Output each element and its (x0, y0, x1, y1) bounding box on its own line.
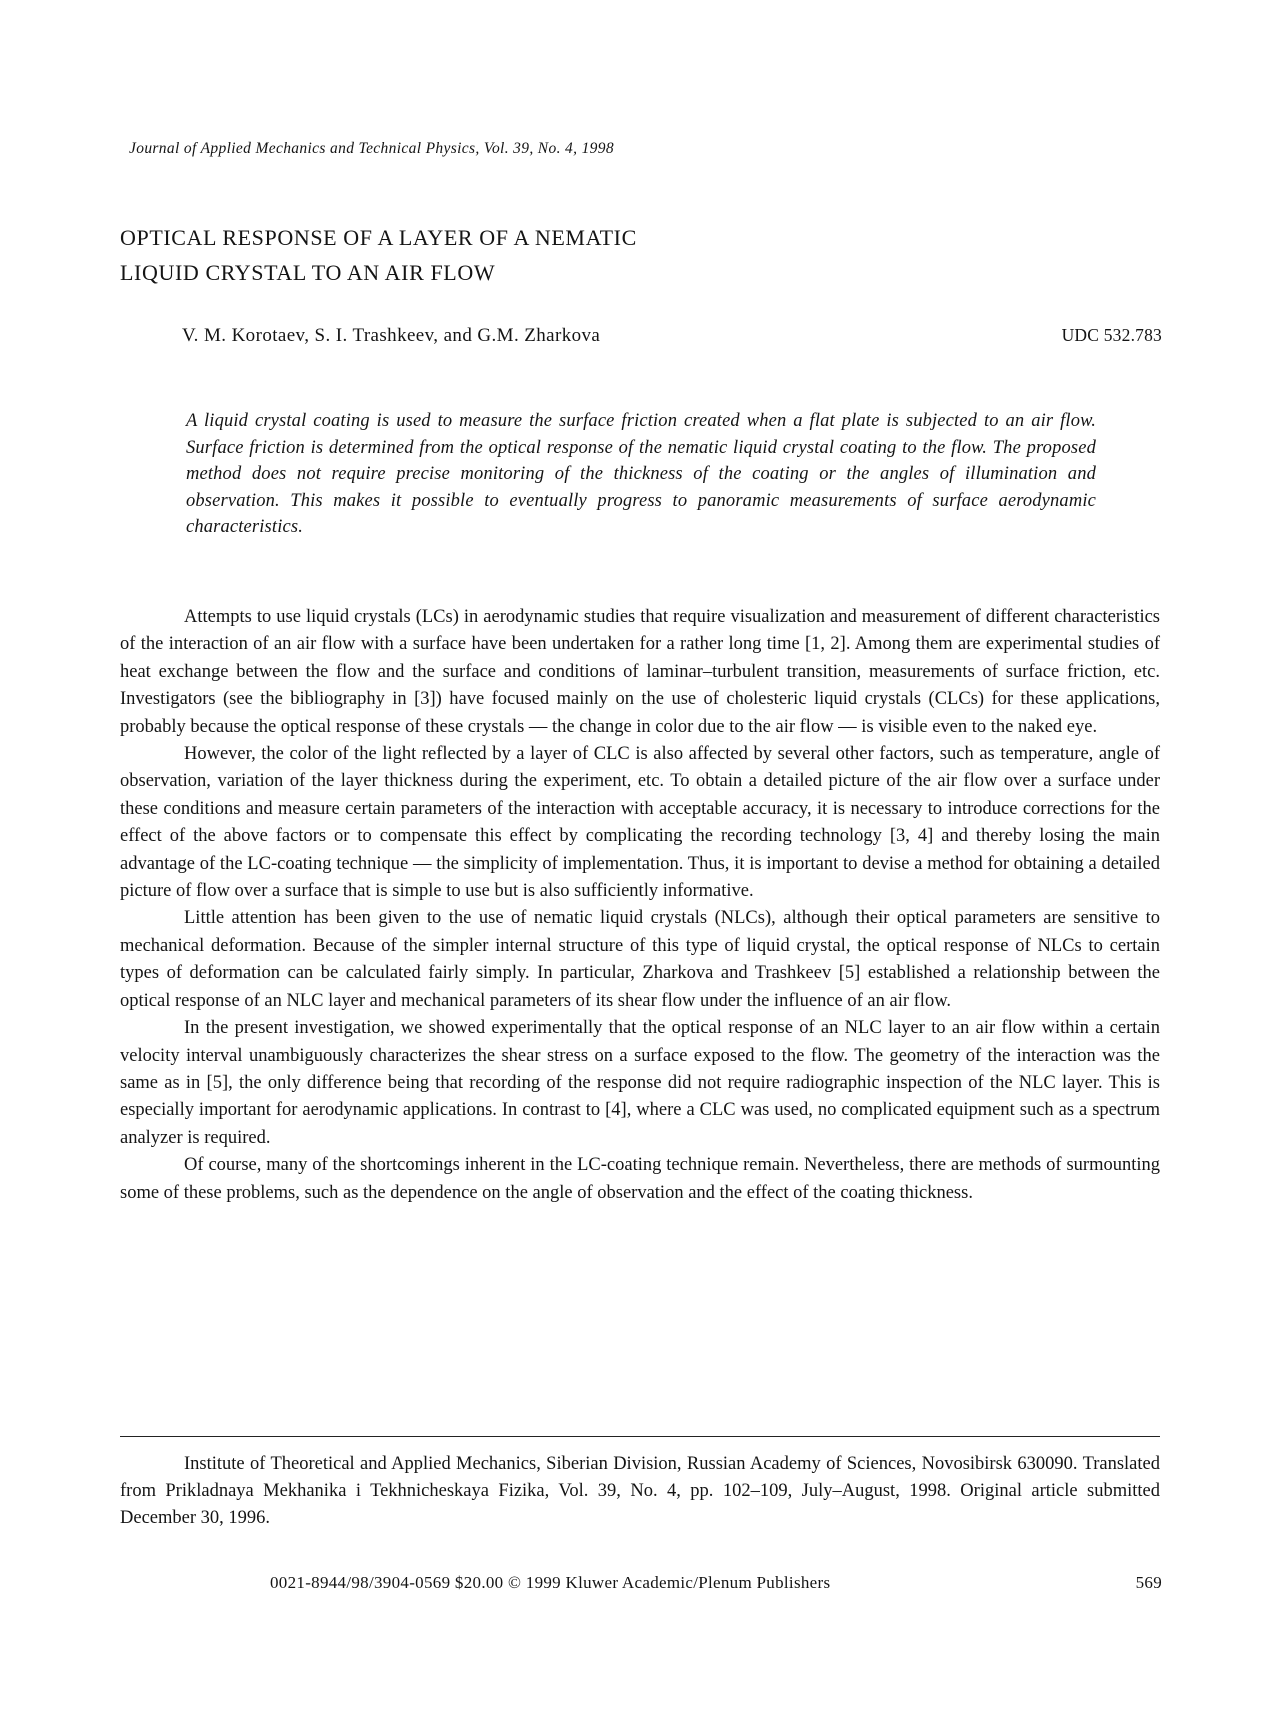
copyright-line: 0021-8944/98/3904-0569 $20.00 © 1999 Kluwer Academic/Plenum Publishers (270, 1573, 831, 1592)
article-title (120, 220, 920, 290)
footnote: Institute of Theoretical and Applied Mechanics, Siberian Division, Russian Academy of Sciences, Novosibirsk 630090. Translated from Prikladnaya Mekhanika i Tekhnicheskaya Fizika, Vol. 39, No. 4, pp. 102–109, July–August, 1998. Original article submitted December 30, 1996. (120, 1454, 1160, 1528)
udc-code: UDC 532.783 (1061, 325, 1162, 345)
abstract: A liquid crystal coating is used to measure the surface friction created when a flat plate is subjected to an air flow. Surface friction is determined from the optical response of the nematic liquid crystal coating to the flow. The proposed method does not require precise monitoring of the thickness of the coating or the angles of illumination and observation. This makes it possible to eventually progress to panoramic measurements of surface aerodynamic characteristics. (186, 411, 1096, 537)
journal-header: Journal of Applied Mechanics and Technical Physics, Vol. 39, No. 4, 1998 (129, 140, 614, 157)
footnote-divider (120, 1436, 1160, 1437)
title-line-1: OPTICAL RESPONSE OF A LAYER OF A NEMATIC (120, 225, 637, 250)
paragraph-4: In the present investigation, we showed experimentally that the optical response of an NLC layer to an air flow within a certain velocity interval unambiguously characterizes the shear stress on a surface exposed to the flow. The geometry of the interaction was the same as in [5], the only difference being that recording of the response did not require radiographic inspection of the NLC layer. This is especially important for aerodynamic applications. In contrast to [4], where a CLC was used, no complicated equipment such as a spectrum analyzer is required. (120, 1018, 1160, 1148)
paragraph-1: Attempts to use liquid crystals (LCs) in aerodynamic studies that require visualization and measurement of different characteristics of the interaction of an air flow with a surface have been undertaken for a rather long time [1, 2]. Among them are experimental studies of heat exchange between the flow and the surface and conditions of laminar–turbulent transition, measurements of surface friction, etc. Investigators (see the bibliography in [3]) have focused mainly on the use of cholesteric liquid crystals (CLCs) for these applications, probably because the optical response of these crystals — the change in color due to the air flow — is visible even to the naked eye. (120, 607, 1160, 737)
paragraph-3: Little attention has been given to the use of nematic liquid crystals (NLCs), although their optical parameters are sensitive to mechanical deformation. Because of the simpler internal structure of this type of liquid crystal, the optical response of NLCs to certain types of deformation can be calculated fairly simply. In particular, Zharkova and Trashkeev [5] established a relationship between the optical response of an NLC layer and mechanical parameters of its shear flow under the influence of an air flow. (120, 908, 1160, 1011)
title-line-2: LIQUID CRYSTAL TO AN AIR FLOW (120, 260, 496, 285)
paragraph-2: However, the color of the light reflected by a layer of CLC is also affected by several other factors, such as temperature, angle of observation, variation of the layer thickness during the experiment, etc. To obtain a detailed picture of the air flow over a surface under these conditions and measure certain parameters of the interaction with acceptable accuracy, it is necessary to introduce corrections for the effect of the above factors or to compensate this effect by complicating the recording technology [3, 4] and thereby losing the main advantage of the LC-coating technique — the simplicity of implementation. Thus, it is important to devise a method for obtaining a detailed picture of flow over a surface that is simple to use but is also sufficiently informative. (120, 744, 1160, 902)
paragraph-5: Of course, many of the shortcomings inherent in the LC-coating technique remain. Nevertheless, there are methods of surmounting some of these problems, such as the dependence on the angle of observation and the effect of the coating thickness. (120, 1155, 1160, 1203)
authors: V. M. Korotaev, S. I. Trashkeev, and G.M. Zharkova (182, 325, 601, 346)
body-text (120, 604, 1160, 1207)
page-number: 569 (1135, 1573, 1162, 1592)
